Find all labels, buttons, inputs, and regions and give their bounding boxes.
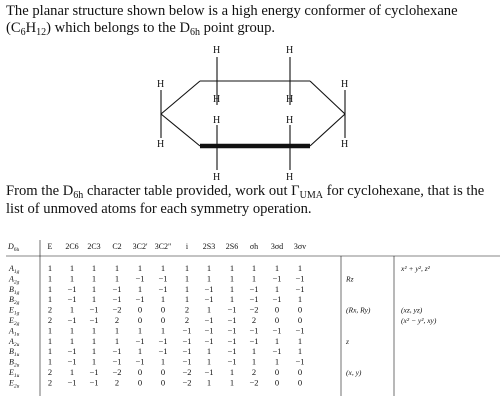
hydrogen-label: H xyxy=(213,94,221,105)
character-cell: −1 xyxy=(272,346,282,357)
hydrogen-label: H xyxy=(286,172,294,183)
ring-bond xyxy=(310,81,345,114)
character-cell: 1 xyxy=(160,294,166,305)
character-cell: 2 xyxy=(114,315,120,325)
character-cell: 1 xyxy=(47,273,53,284)
question-paragraph xyxy=(6,183,500,218)
character-cell: −1 xyxy=(135,294,145,305)
hydrogen-label: H xyxy=(213,45,221,56)
character-cell: −2 xyxy=(112,304,122,315)
character-cell: 1 xyxy=(184,263,190,273)
operation-header: 3C2' xyxy=(132,242,148,251)
character-cell: 1 xyxy=(69,304,75,315)
character-cell: 1 xyxy=(229,377,235,388)
irrep-label: $E_{1u}$ xyxy=(9,368,20,379)
character-cell: 0 xyxy=(160,367,166,377)
irrep-label: $E_{1g}$ xyxy=(9,305,20,317)
character-cell: −1 xyxy=(112,346,122,357)
character-cell: 0 xyxy=(137,367,143,377)
character-cell: −2 xyxy=(112,367,122,377)
character-cell: 0 xyxy=(274,377,280,388)
operation-header: E xyxy=(47,242,53,251)
character-cell: −1 xyxy=(272,273,282,284)
ring-bond xyxy=(310,114,345,146)
intro-text-a: The planar structure shown below is a high energy conformer of cyclohexane (C xyxy=(6,3,458,36)
character-cell: −1 xyxy=(182,325,192,336)
character-cell: −1 xyxy=(249,335,259,346)
character-cell: −1 xyxy=(227,325,237,336)
character-cell: −2 xyxy=(182,377,192,388)
group-label: $D_{6h}$ xyxy=(8,242,20,253)
character-cell: 1 xyxy=(206,304,212,315)
character-cell: 1 xyxy=(206,377,212,388)
linear-function: (Rx, Ry) xyxy=(346,305,371,315)
character-cell: 1 xyxy=(206,346,212,357)
character-cell: −1 xyxy=(227,335,237,346)
character-cell: −1 xyxy=(295,325,305,336)
character-cell: −1 xyxy=(227,346,237,357)
irrep-label: $B_{1g}$ xyxy=(9,284,20,296)
operation-header: 2C6 xyxy=(65,242,79,251)
character-cell: 1 xyxy=(251,263,257,273)
character-cell: 1 xyxy=(91,356,97,367)
character-cell: −1 xyxy=(158,283,168,294)
character-cell: −1 xyxy=(182,335,192,346)
character-cell: −1 xyxy=(204,335,214,346)
character-cell: 2 xyxy=(251,315,257,325)
character-cell: 1 xyxy=(297,346,303,357)
character-cell: 1 xyxy=(69,367,75,377)
character-cell: 1 xyxy=(91,263,97,273)
character-cell: −1 xyxy=(112,356,122,367)
question-text-c: for cyclohexane, that is the list of unmoved atoms for each symmetry operation. xyxy=(6,183,485,217)
irrep-label: $A_{1u}$ xyxy=(9,326,20,338)
character-cell: 1 xyxy=(91,294,97,305)
character-cell: 1 xyxy=(160,356,166,367)
character-cell: −1 xyxy=(67,315,77,325)
cyclohexane-structure xyxy=(145,45,367,185)
character-cell: 1 xyxy=(137,283,143,294)
character-cell: −1 xyxy=(204,325,214,336)
character-cell: −1 xyxy=(182,356,192,367)
character-cell: 1 xyxy=(47,325,53,336)
character-cell: 1 xyxy=(114,263,120,273)
linear-function: (x, y) xyxy=(346,368,362,377)
character-cell: 1 xyxy=(137,263,143,273)
character-cell: −1 xyxy=(227,356,237,367)
character-cell: 1 xyxy=(229,263,235,273)
character-cell: 2 xyxy=(47,367,53,377)
hydrogen-label: H xyxy=(341,79,349,90)
character-cell: 2 xyxy=(47,377,53,388)
character-cell: −1 xyxy=(135,273,145,284)
character-cell: 1 xyxy=(114,273,120,284)
irrep-label: $B_{2u}$ xyxy=(9,357,20,369)
character-cell: −2 xyxy=(249,377,259,388)
operation-header: i xyxy=(185,242,189,251)
character-cell: −2 xyxy=(249,304,259,315)
character-cell: 1 xyxy=(47,356,53,367)
character-cell: −1 xyxy=(67,283,77,294)
character-cell: −1 xyxy=(135,335,145,346)
character-cell: −1 xyxy=(204,315,214,325)
character-cell: 1 xyxy=(91,273,97,284)
character-cell: −1 xyxy=(158,346,168,357)
question-text-a: From the D xyxy=(6,183,74,199)
character-cell: 0 xyxy=(137,304,143,315)
character-cell: 2 xyxy=(184,315,190,325)
ring-bond xyxy=(161,81,200,114)
operation-header: σh xyxy=(249,242,259,251)
character-cell: 1 xyxy=(91,325,97,336)
quadratic-function: (x² − y², xy) xyxy=(401,316,437,325)
character-cell: −1 xyxy=(182,346,192,357)
character-cell: 1 xyxy=(184,294,190,305)
character-cell: −1 xyxy=(227,304,237,315)
hydrogen-symbol: H xyxy=(25,20,37,36)
character-cell: 0 xyxy=(274,367,280,377)
character-cell: 2 xyxy=(184,304,190,315)
character-cell: −1 xyxy=(67,356,77,367)
character-cell: 1 xyxy=(184,273,190,284)
character-cell: 1 xyxy=(297,294,303,305)
character-cell: −1 xyxy=(89,377,99,388)
operation-header: 2S6 xyxy=(225,242,239,251)
character-cell: 1 xyxy=(274,335,280,346)
irrep-label: $A_{2u}$ xyxy=(9,336,20,348)
irrep-label: $A_{1g}$ xyxy=(9,264,20,275)
character-cell: −1 xyxy=(272,294,282,305)
question-text-b: character table provided, work out Γ xyxy=(83,183,300,199)
point-group-subscript: 6h xyxy=(73,190,84,201)
character-cell: 1 xyxy=(160,325,166,336)
operation-header: C2 xyxy=(112,242,122,251)
hydrogen-subscript: 12 xyxy=(36,27,47,38)
character-cell: 1 xyxy=(251,346,257,357)
character-cell: 0 xyxy=(160,315,166,325)
character-cell: −1 xyxy=(135,356,145,367)
hydrogen-label: H xyxy=(213,115,221,126)
character-cell: −2 xyxy=(182,367,192,377)
character-cell: 0 xyxy=(297,377,303,388)
character-cell: 0 xyxy=(274,304,280,315)
character-cell: −1 xyxy=(249,294,259,305)
character-cell: −1 xyxy=(204,294,214,305)
character-cell: −1 xyxy=(89,315,99,325)
character-cell: −1 xyxy=(158,273,168,284)
quadratic-function: x² + y², z² xyxy=(401,264,430,273)
character-cell: −1 xyxy=(249,283,259,294)
character-cell: −1 xyxy=(227,315,237,325)
character-cell: 1 xyxy=(206,356,212,367)
character-cell: 1 xyxy=(91,346,97,357)
gamma-subscript: UMA xyxy=(299,190,323,201)
character-cell: 1 xyxy=(297,263,303,273)
character-cell: 1 xyxy=(274,283,280,294)
hydrogen-label: H xyxy=(157,79,165,90)
character-cell: 1 xyxy=(251,356,257,367)
character-cell: 1 xyxy=(229,283,235,294)
operation-header: 3σd xyxy=(270,242,284,251)
intro-text-b: ) which belongs to the D xyxy=(46,20,191,36)
linear-function: Rz xyxy=(346,274,354,284)
character-cell: 1 xyxy=(251,273,257,284)
character-cell: 2 xyxy=(251,367,257,377)
character-cell: −1 xyxy=(67,294,77,305)
operation-header: 3σv xyxy=(293,242,307,251)
character-cell: −1 xyxy=(89,367,99,377)
irrep-label: $E_{2u}$ xyxy=(9,378,20,390)
character-cell: 1 xyxy=(206,263,212,273)
character-cell: 0 xyxy=(297,315,303,325)
character-cell: 1 xyxy=(160,263,166,273)
character-cell: 1 xyxy=(114,335,120,346)
hydrogen-label: H xyxy=(286,115,294,126)
hydrogen-label: H xyxy=(286,45,294,56)
point-group-subscript: 6h xyxy=(190,27,201,38)
irrep-label: $B_{1u}$ xyxy=(9,347,20,359)
quadratic-function: (xz, yz) xyxy=(401,305,423,315)
character-table xyxy=(0,236,504,399)
character-cell: 0 xyxy=(137,315,143,325)
character-cell: −1 xyxy=(295,283,305,294)
character-cell: 1 xyxy=(297,335,303,346)
character-cell: 2 xyxy=(47,304,53,315)
character-cell: 1 xyxy=(229,273,235,284)
character-cell: 1 xyxy=(69,273,75,284)
character-cell: 0 xyxy=(297,304,303,315)
character-cell: 0 xyxy=(137,377,143,388)
character-cell: 1 xyxy=(47,335,53,346)
character-cell: −1 xyxy=(158,335,168,346)
hydrogen-label: H xyxy=(213,172,221,183)
character-cell: 0 xyxy=(160,304,166,315)
character-cell: 0 xyxy=(274,315,280,325)
character-cell: 1 xyxy=(69,335,75,346)
character-cell: 2 xyxy=(114,377,120,388)
irrep-label: $A_{2g}$ xyxy=(9,274,20,286)
character-cell: 0 xyxy=(160,377,166,388)
character-cell: −1 xyxy=(67,346,77,357)
character-cell: 1 xyxy=(91,335,97,346)
character-cell: 2 xyxy=(47,315,53,325)
character-cell: −1 xyxy=(249,325,259,336)
character-cell: 1 xyxy=(184,283,190,294)
operation-header: 3C2" xyxy=(154,242,172,251)
character-cell: 1 xyxy=(47,263,53,273)
character-cell: −1 xyxy=(272,325,282,336)
operation-header: 2S3 xyxy=(202,242,216,251)
intro-text-c: point group. xyxy=(200,20,276,36)
character-cell: −1 xyxy=(295,273,305,284)
character-cell: 1 xyxy=(47,294,53,305)
character-cell: 1 xyxy=(137,346,143,357)
character-cell: 1 xyxy=(47,346,53,357)
character-cell: 1 xyxy=(91,283,97,294)
character-cell: 1 xyxy=(69,325,75,336)
character-cell: −1 xyxy=(112,283,122,294)
character-cell: −1 xyxy=(89,304,99,315)
character-cell: 1 xyxy=(229,294,235,305)
irrep-label: $E_{2g}$ xyxy=(9,316,20,327)
character-cell: −1 xyxy=(295,356,305,367)
carbon-subscript: 6 xyxy=(20,27,26,38)
hydrogen-label: H xyxy=(157,139,165,150)
character-cell: −1 xyxy=(112,294,122,305)
ring-bond xyxy=(161,114,200,146)
character-cell: −1 xyxy=(204,283,214,294)
character-cell: 1 xyxy=(47,283,53,294)
irrep-label: $B_{2g}$ xyxy=(9,295,20,307)
character-cell: 1 xyxy=(274,356,280,367)
character-cell: 1 xyxy=(69,263,75,273)
linear-function: z xyxy=(346,336,349,346)
operation-header: 2C3 xyxy=(87,242,101,251)
hydrogen-label: H xyxy=(341,139,349,150)
character-cell: 1 xyxy=(229,367,235,377)
character-cell: −1 xyxy=(204,367,214,377)
hydrogen-label: H xyxy=(286,94,294,105)
character-cell: 1 xyxy=(114,325,120,336)
character-cell: −1 xyxy=(67,377,77,388)
character-cell: 1 xyxy=(206,273,212,284)
character-cell: 0 xyxy=(297,367,303,377)
character-cell: 1 xyxy=(137,325,143,336)
intro-paragraph xyxy=(6,3,500,38)
character-cell: 1 xyxy=(274,263,280,273)
